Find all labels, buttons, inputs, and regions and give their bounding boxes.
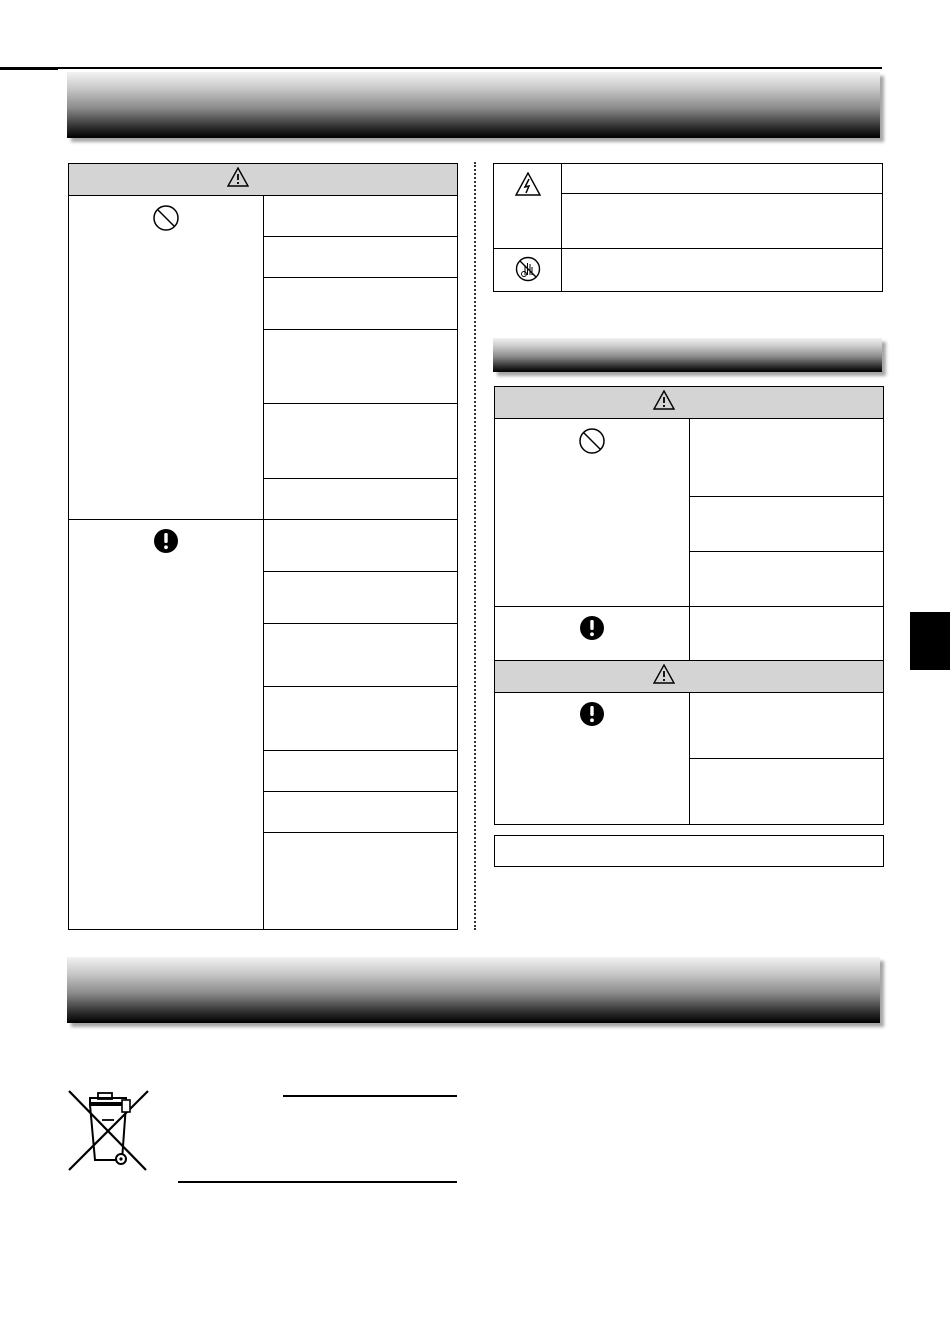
right-row-1 [689, 419, 884, 497]
electric-shock-icon [515, 172, 541, 196]
top-rule [0, 67, 882, 69]
top-rule-stub [0, 67, 58, 70]
column-divider [474, 162, 476, 930]
left-row-4 [263, 330, 458, 404]
section-banner-right [493, 338, 882, 372]
right-row-3 [689, 552, 884, 607]
section-banner-top [67, 72, 880, 138]
left-row-10 [263, 687, 458, 751]
section-banner-bottom [67, 957, 880, 1023]
left-row-11 [263, 751, 458, 792]
right-table-header-1 [495, 387, 884, 419]
right-row-6 [689, 759, 884, 825]
left-row-5 [263, 404, 458, 479]
mandatory-icon-cell [69, 520, 264, 930]
right-note-box [494, 835, 884, 867]
left-row-6 [263, 479, 458, 520]
right-row-5 [689, 693, 884, 759]
warning-triangle-icon [653, 390, 675, 410]
right-top-row-3 [562, 249, 883, 292]
left-row-1 [263, 196, 458, 237]
left-row-12 [263, 792, 458, 833]
left-row-2 [263, 237, 458, 278]
recycle-rule-top [283, 1095, 457, 1097]
right-mandatory-icon-cell-2 [495, 693, 690, 825]
warning-triangle-icon [653, 664, 675, 684]
warning-triangle-icon [227, 167, 249, 187]
right-table-header-2 [495, 661, 884, 693]
left-row-13 [263, 833, 458, 930]
mandatory-exclamation-icon [579, 701, 605, 727]
right-row-4 [689, 607, 884, 661]
prohibited-circle-icon [152, 204, 180, 232]
prohibited-icon-cell [69, 196, 264, 520]
chapter-side-tab [910, 612, 950, 670]
recycle-rule-bottom [178, 1181, 457, 1183]
right-row-2 [689, 497, 884, 552]
prohibited-circle-icon [578, 427, 606, 455]
left-row-3 [263, 278, 458, 330]
left-table-header [69, 164, 458, 196]
left-row-9 [263, 624, 458, 687]
crossed-out-wheelie-bin-icon [66, 1088, 152, 1174]
left-row-7 [263, 520, 458, 572]
no-water-icon-cell [494, 249, 562, 292]
right-mandatory-icon-cell [495, 607, 690, 661]
mandatory-exclamation-icon [153, 528, 179, 554]
mandatory-exclamation-icon [579, 615, 605, 641]
no-wet-hands-icon [515, 256, 541, 282]
left-row-8 [263, 572, 458, 624]
left-warning-table [68, 163, 458, 930]
right-top-row-2 [562, 194, 883, 249]
right-top-row-1 [562, 164, 883, 194]
right-warning-table [494, 386, 884, 825]
right-prohibited-icon-cell [495, 419, 690, 607]
right-top-table [493, 163, 883, 292]
electric-icon-cell [494, 164, 562, 249]
